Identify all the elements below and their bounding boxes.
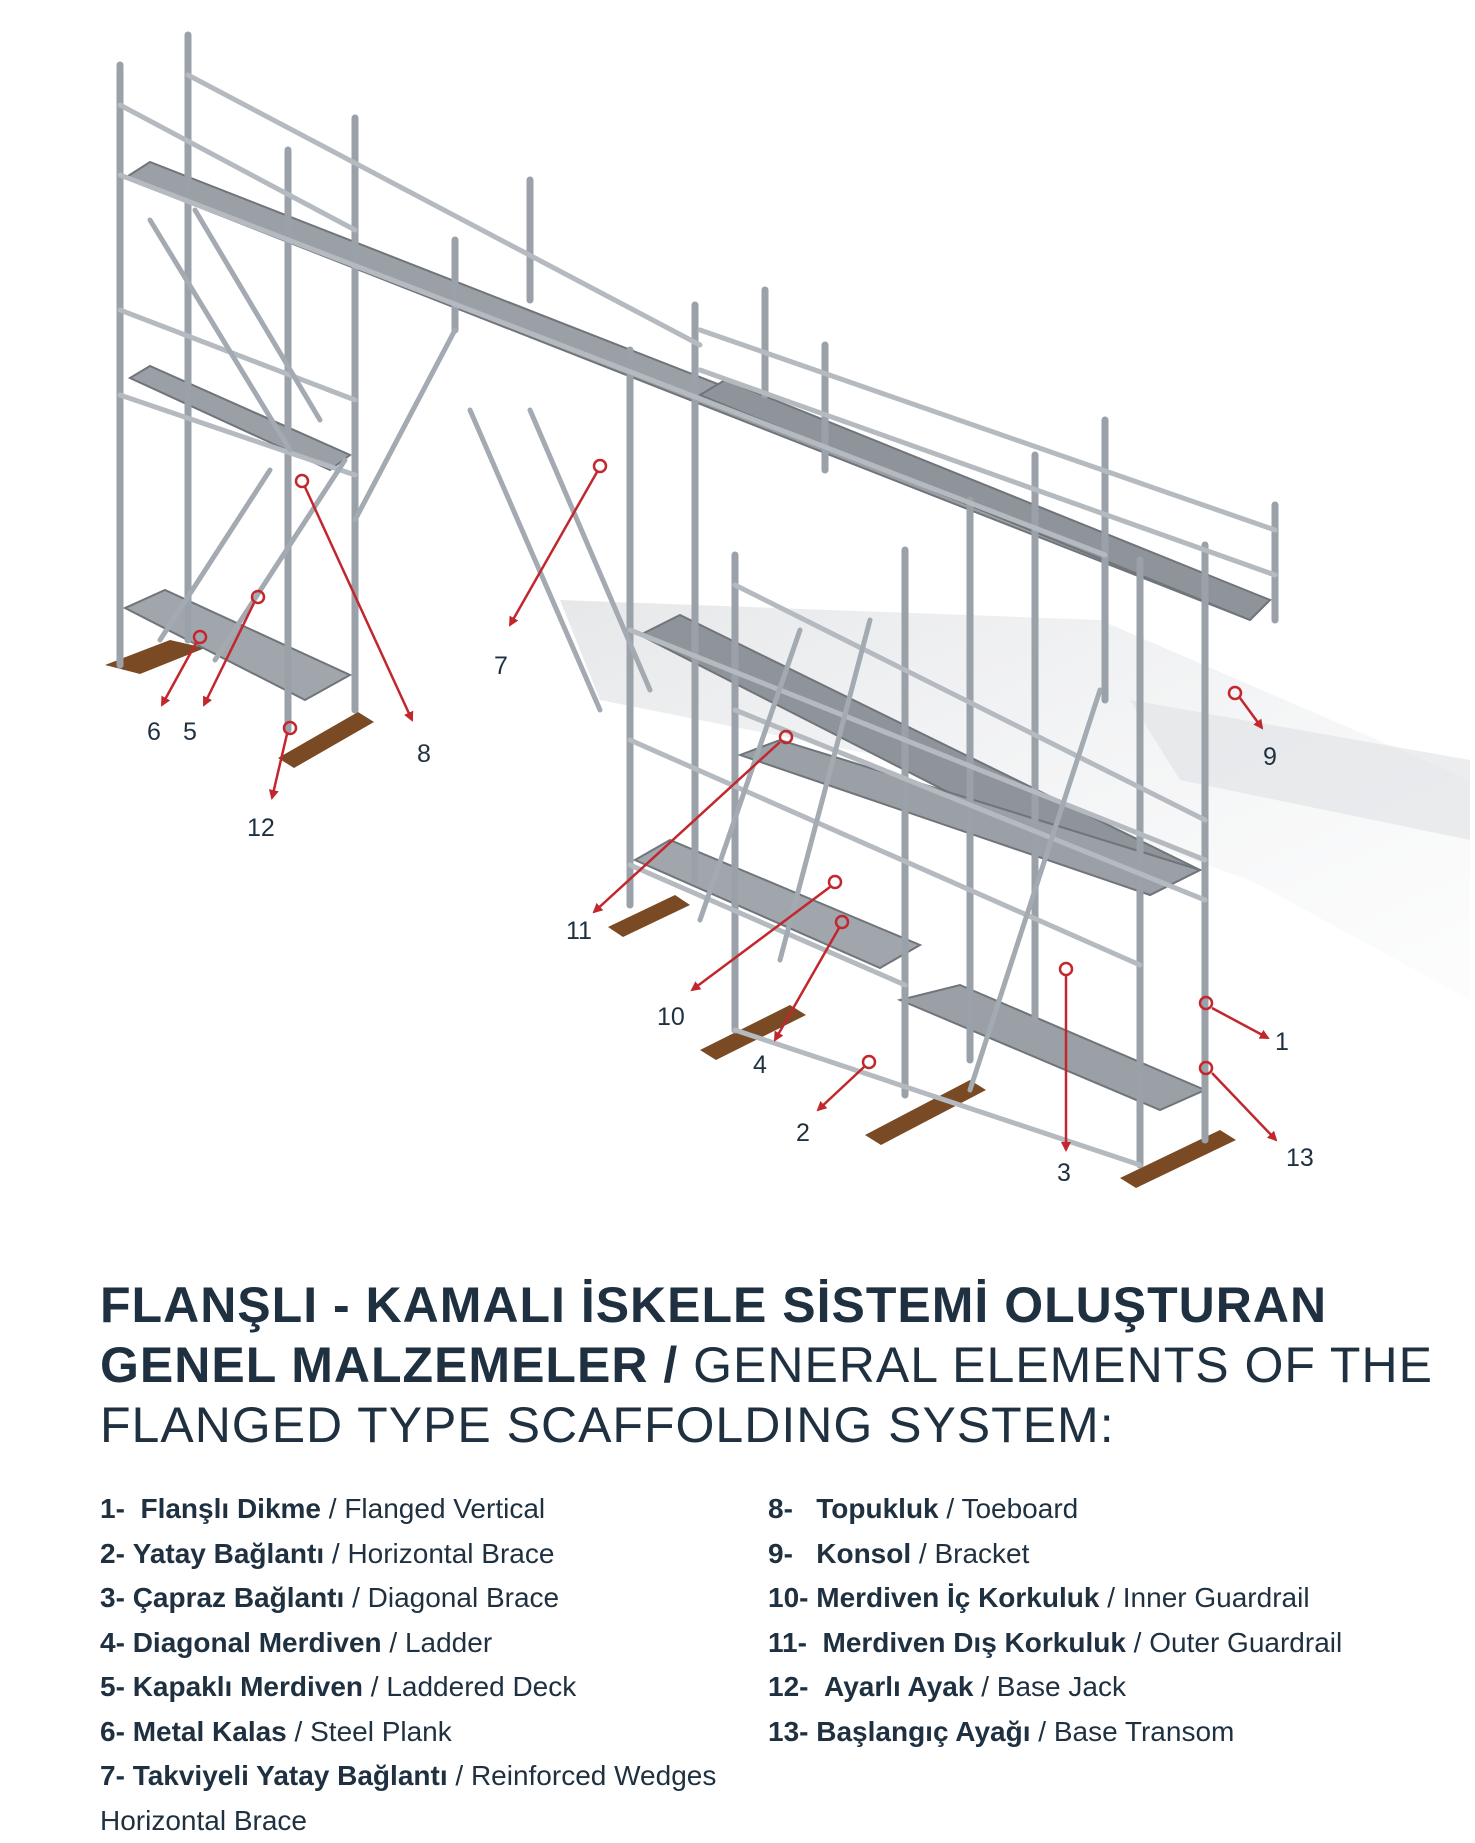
legend-left-column — [100, 1487, 720, 1843]
callout-5: 5 — [183, 718, 197, 746]
legend-item-5: 5- Kapaklı Merdiven / Laddered Deck — [100, 1671, 577, 1702]
legend-item-4: 4- Diagonal Merdiven / Ladder — [100, 1626, 493, 1658]
section-heading — [100, 1275, 1440, 1455]
legend-item-10: 10- Merdiven İç Korkuluk / Inner Guardrail — [768, 1582, 1310, 1613]
heading-line-1: FLANŞLI - KAMALI İSKELE SİSTEMİ OLUŞTURAN — [100, 1277, 1328, 1333]
callout-4: 4 — [753, 1051, 767, 1079]
callout-9: 9 — [1263, 743, 1277, 771]
heading-line-2-tr: GENEL MALZEMELER / — [100, 1337, 679, 1393]
callout-2: 2 — [796, 1119, 810, 1147]
callout-7: 7 — [494, 652, 508, 680]
callout-11: 11 — [566, 917, 592, 945]
legend-item-12: 12- Ayarlı Ayak / Base Jack — [768, 1671, 1126, 1702]
callout-6: 6 — [147, 718, 161, 746]
callout-1: 1 — [1275, 1028, 1289, 1056]
callout-12: 12 — [247, 814, 275, 842]
legend-item-7: 7- Takviyeli Yatay Bağlantı / Reinforced Wedges Horizontal Brace — [100, 1760, 717, 1836]
legend-item-6: 6- Metal Kalas / Steel Plank — [100, 1715, 452, 1747]
legend-item-8: 8- Topukluk / Toeboard — [768, 1493, 1079, 1524]
legend-item-11: 11- Merdiven Dış Korkuluk / Outer Guardrail — [768, 1626, 1343, 1658]
legend-item-13: 13- Başlangıç Ayağı / Base Transom — [768, 1715, 1235, 1747]
legend-item-3: 3- Çapraz Bağlantı / Diagonal Brace — [100, 1582, 560, 1613]
callout-8: 8 — [417, 740, 431, 768]
callout-10: 10 — [657, 1003, 685, 1031]
vertical-standards — [120, 35, 1275, 1165]
callout-13: 13 — [1286, 1144, 1314, 1172]
heading-line-3: FLANGED TYPE SCAFFOLDING SYSTEM: — [100, 1397, 1115, 1453]
heading-line-2-en: GENERAL ELEMENTS OF THE — [678, 1337, 1433, 1393]
legend-item-1: 1- Flanşlı Dikme / Flanged Vertical — [100, 1493, 546, 1524]
legend-item-9: 9- Konsol / Bracket — [768, 1537, 1030, 1569]
legend-right-column — [768, 1487, 1448, 1754]
legend-item-2: 2- Yatay Bağlantı / Horizontal Brace — [100, 1537, 555, 1569]
callout-3: 3 — [1057, 1159, 1071, 1187]
